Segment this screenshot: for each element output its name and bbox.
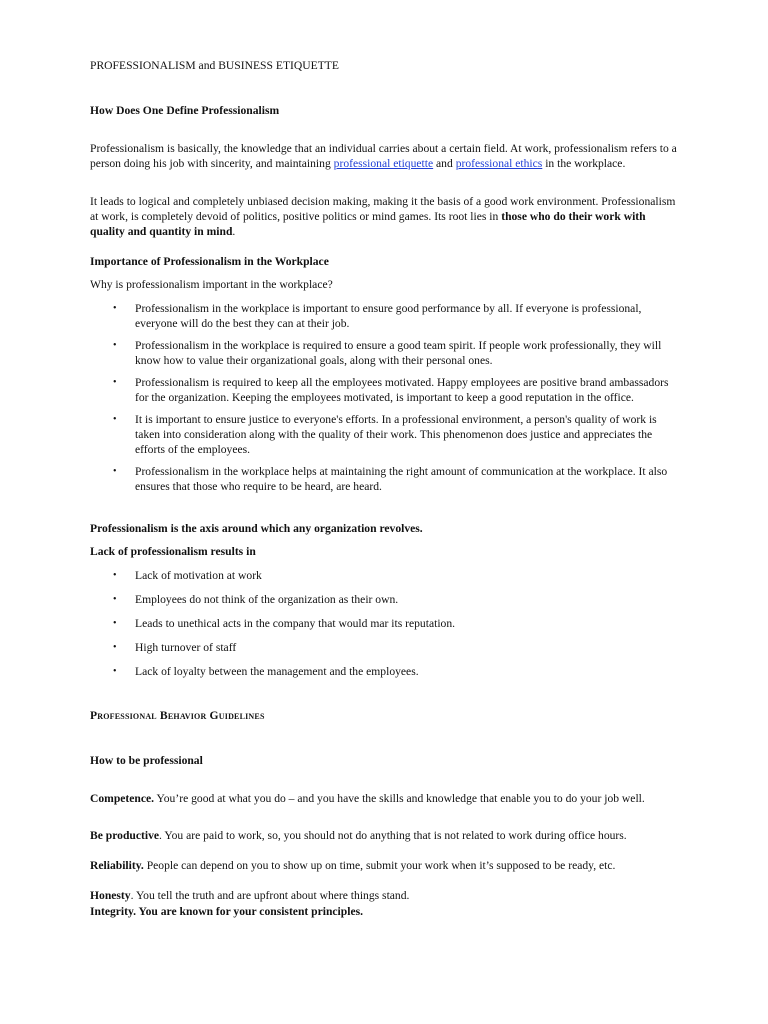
paragraph-decision-text-1: It leads to logical and completely unbiased decision making, making it the basis of a good work environment. Professionalism at work, is completely devoid of politics, positive politics or mind games. Its root lies in <box>90 195 676 223</box>
list-item <box>90 412 682 457</box>
list-item-text: Professionalism in the workplace helps at maintaining the right amount of communication at the workplace. It also ensures that those who require to be heard, are heard. <box>135 465 668 493</box>
list-item <box>90 640 682 655</box>
bullet-icon: • <box>113 594 117 605</box>
bullet-icon: • <box>113 377 117 388</box>
bullet-icon: • <box>113 303 117 314</box>
list-item-text: Professionalism is required to keep all the employees motivated. Happy employees are positive brand ambassadors for the organization. Keeping the employees motivated, is important to keep a good reputation in the office. <box>135 376 669 404</box>
document-title-text: PROFESSIONALISM and BUSINESS ETIQUETTE <box>90 59 339 72</box>
list-item-text: Professionalism in the workplace is required to ensure a good team spirit. If people work professionally, they will know how to value their organizational goals, along with their personal ones. <box>135 339 662 367</box>
heading-behavior-guidelines: Professional Behavior Guidelines <box>90 709 265 722</box>
paragraph-decision-bold: those who do their work with quality and quantity in mind <box>90 210 646 238</box>
bullet-icon: • <box>113 340 117 351</box>
paragraph-reliability <box>90 858 680 873</box>
heading-importance: Importance of Professionalism in the Workplace <box>90 255 329 268</box>
term-honesty: Honesty <box>90 889 131 902</box>
importance-list <box>90 301 682 494</box>
paragraph-decision-text-2: . <box>232 225 236 238</box>
document-title <box>90 58 680 73</box>
bullet-icon: • <box>113 642 117 653</box>
text-competence: You’re good at what you do – and you have the skills and knowledge that enable you to do your job well. <box>154 792 645 805</box>
list-item-text: Employees do not think of the organization as their own. <box>135 593 399 606</box>
list-item <box>90 568 682 583</box>
list-item <box>90 616 682 631</box>
paragraph-definition-text-1: Professionalism is basically, the knowledge that an individual carries about a certain field. At work, professionalism refers to a person doing his job with sincerity, and maintaining <box>90 142 677 170</box>
question-why-important: Why is professionalism important in the workplace? <box>90 278 333 291</box>
term-competence: Competence. <box>90 792 155 805</box>
list-item-text: Professionalism in the workplace is important to ensure good performance by all. If everyone is professional, everyone will do the best they can at their job. <box>135 302 642 330</box>
list-item <box>90 301 682 331</box>
bullet-icon: • <box>113 414 117 425</box>
list-item <box>90 664 682 679</box>
list-item <box>90 375 682 405</box>
list-item-text: Leads to unethical acts in the company that would mar its reputation. <box>135 617 456 630</box>
lack-list <box>90 568 682 679</box>
term-productive: Be productive <box>90 829 160 842</box>
term-reliability: Reliability. <box>90 859 144 872</box>
list-item <box>90 338 682 368</box>
list-item-text: Lack of motivation at work <box>135 569 262 582</box>
list-item <box>90 464 682 494</box>
paragraph-definition <box>90 141 680 171</box>
text-productive: . You are paid to work, so, you should not do anything that is not related to work during office hours. <box>159 829 627 842</box>
heading-lack-of-professionalism: Lack of professionalism results in <box>90 545 256 558</box>
paragraph-productive <box>90 828 680 843</box>
heading-define-professionalism: How Does One Define Professionalism <box>90 104 280 117</box>
paragraph-competence <box>90 791 680 806</box>
paragraph-decision-making <box>90 194 680 239</box>
text-reliability: People can depend on you to show up on time, submit your work when it’s supposed to be ready, etc. <box>143 859 616 872</box>
link-professional-etiquette[interactable]: professional etiquette <box>333 157 434 170</box>
list-item <box>90 592 682 607</box>
list-item-text: High turnover of staff <box>135 641 237 654</box>
heading-how-to-be-professional: How to be professional <box>90 754 203 767</box>
link-professional-ethics[interactable]: professional ethics <box>455 157 543 170</box>
paragraph-definition-text-2: and <box>433 157 456 170</box>
paragraph-honesty <box>90 888 680 903</box>
bullet-icon: • <box>113 466 117 477</box>
bullet-icon: • <box>113 570 117 581</box>
paragraph-definition-text-3: in the workplace. <box>542 157 626 170</box>
list-item-text: Lack of loyalty between the management and the employees. <box>135 665 419 678</box>
list-item-text: It is important to ensure justice to everyone's efforts. In a professional environment, a person's quality of work is taken into consideration along with the quality of their work. This phenomenon does justice and appreciates the efforts of the employees. <box>135 413 657 456</box>
bullet-icon: • <box>113 666 117 677</box>
bullet-icon: • <box>113 618 117 629</box>
text-honesty: . You tell the truth and are upfront about where things stand. <box>130 889 410 902</box>
paragraph-integrity: Integrity. You are known for your consistent principles. <box>90 905 364 918</box>
axis-statement: Professionalism is the axis around which any organization revolves. <box>90 522 423 535</box>
